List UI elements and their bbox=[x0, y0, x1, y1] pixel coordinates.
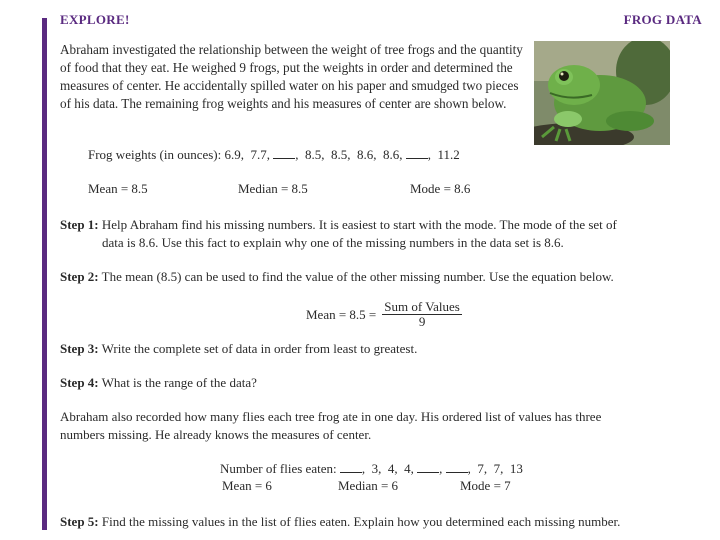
step-3 bbox=[60, 340, 680, 358]
frog-weights-end: , 11.2 bbox=[427, 147, 460, 162]
step-text-continued: data is 8.6. Use this fact to explain why one of the missing numbers in the data set is 8.6. bbox=[102, 235, 564, 250]
mean-value: Mean = 8.5 bbox=[88, 181, 148, 196]
flies-mode: Mode = 7 bbox=[460, 478, 511, 493]
intro-paragraph: Abraham investigated the relationship between the weight of tree frogs and the quantity of food that they eat. He weighed 9 frogs, put the weights in order and determined the measures of center. He accidentally spilled water on his paper and smudged two pieces of his data. The remaining frog weights and his measures of center are shown below. bbox=[60, 42, 523, 111]
median-value: Median = 8.5 bbox=[238, 181, 308, 196]
flies-mean: Mean = 6 bbox=[222, 478, 272, 493]
step-label: Step 2: bbox=[60, 269, 99, 284]
step-2 bbox=[60, 268, 680, 286]
missing-value-blank bbox=[273, 147, 295, 159]
step-label: Step 1: bbox=[60, 217, 99, 232]
frog-photo bbox=[534, 41, 670, 145]
step-label: Step 5: bbox=[60, 514, 99, 529]
topic-title: FROG DATA bbox=[623, 12, 702, 27]
mode-value: Mode = 8.6 bbox=[410, 181, 471, 196]
fraction-denominator: 9 bbox=[418, 314, 426, 329]
fraction bbox=[382, 300, 462, 329]
flies-intro-paragraph: Abraham also recorded how many flies each tree frog ate in one day. His ordered list of values has three numbers missing. He already knows the measures of center. bbox=[60, 409, 602, 442]
missing-value-blank bbox=[446, 461, 468, 473]
flies-median: Median = 6 bbox=[338, 478, 399, 493]
missing-value-blank bbox=[340, 461, 362, 473]
step-label: Step 4: bbox=[60, 375, 99, 390]
step-1 bbox=[60, 216, 680, 252]
step-label: Step 3: bbox=[60, 341, 99, 356]
flies-label: Number of flies eaten: bbox=[220, 461, 337, 476]
equation-left: Mean = 8.5 = bbox=[306, 306, 377, 322]
flies-part-3: , 7, 7, 13 bbox=[467, 461, 523, 476]
missing-value-blank bbox=[417, 461, 439, 473]
frog-weights-middle: , 8.5, 8.5, 8.6, 8.6, bbox=[295, 147, 403, 162]
step-text: Write the complete set of data in order from least to greatest. bbox=[101, 341, 418, 356]
step-4 bbox=[60, 374, 680, 392]
step-5 bbox=[60, 513, 680, 531]
frog-weights-list bbox=[88, 147, 460, 163]
step-text: The mean (8.5) can be used to find the value of the other missing number. Use the equation below. bbox=[101, 269, 614, 284]
fraction-numerator: Sum of Values bbox=[384, 299, 460, 314]
frog-weights-label: Frog weights (in ounces): 6.9, 7.7, bbox=[88, 147, 270, 162]
left-accent-bar bbox=[42, 18, 47, 530]
step-text: What is the range of the data? bbox=[101, 375, 257, 390]
step-text: Find the missing values in the list of flies eaten. Explain how you determined each missing number. bbox=[101, 514, 621, 529]
flies-part-1: , 3, 4, 4, bbox=[361, 461, 414, 476]
missing-value-blank bbox=[406, 147, 428, 159]
mean-equation bbox=[306, 300, 462, 329]
flies-list bbox=[220, 461, 523, 477]
step-text: Help Abraham find his missing numbers. It is easiest to start with the mode. The mode of the set of bbox=[101, 217, 617, 232]
flies-part-2: , bbox=[439, 461, 443, 476]
section-title: EXPLORE! bbox=[60, 12, 130, 27]
